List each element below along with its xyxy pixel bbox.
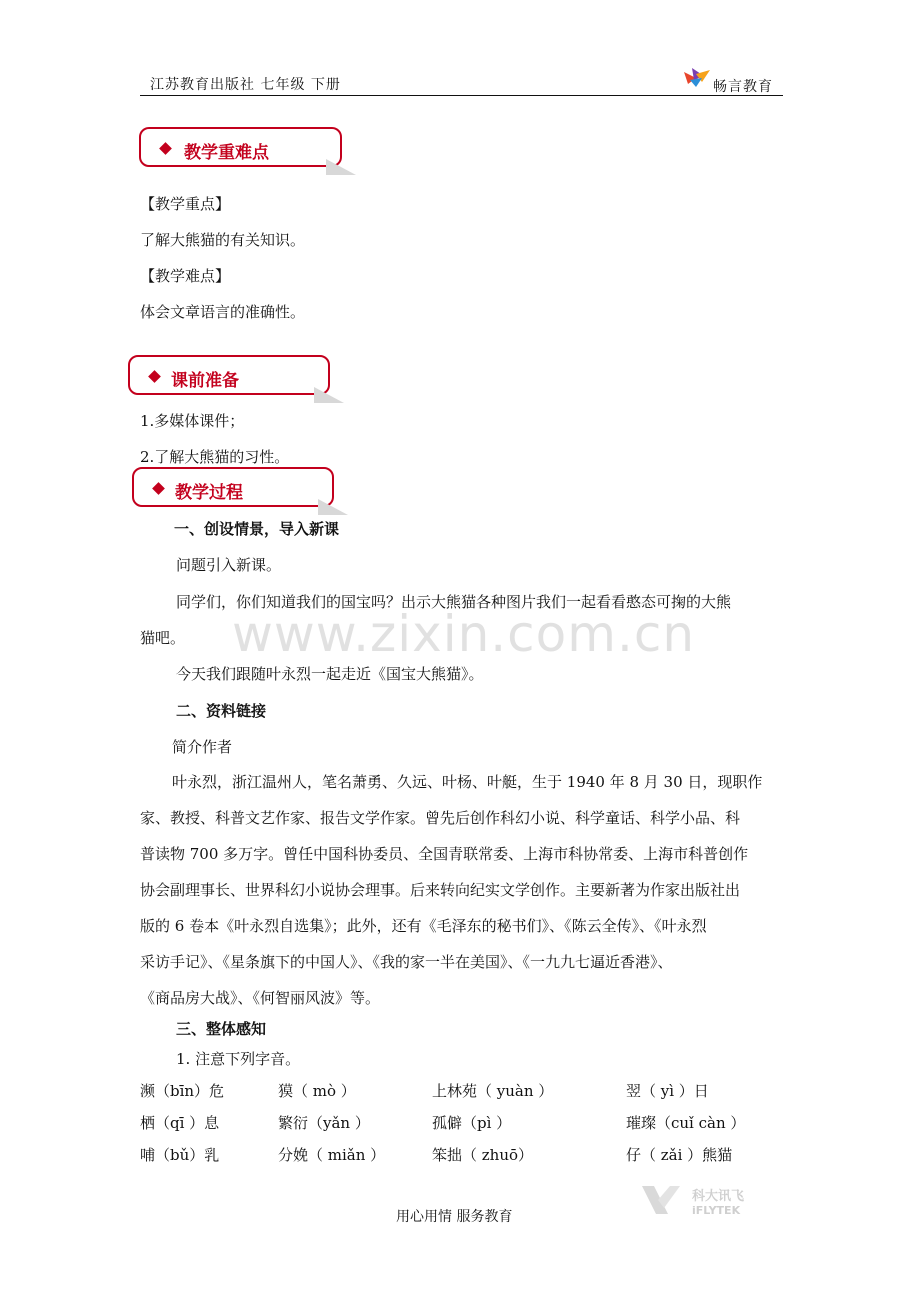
tab-shadow-icon (318, 499, 348, 515)
label-difficulty: 【教学难点】 (140, 267, 231, 285)
footer-slogan: 用心用情 服务教育 (396, 1209, 513, 1225)
text-question: 同学们，你们知道我们的国宝吗？出示大熊猫各种图片我们一起看看憨态可掬的大熊 (176, 593, 732, 611)
text-intro: 问题引入新课。 (176, 556, 282, 574)
iflytek-logo-icon (640, 1180, 790, 1220)
pinyin-cell: 繁衍（yǎn ） (278, 1114, 370, 1132)
text-question-cont: 猫吧。 (140, 629, 186, 647)
pinyin-cell: 仔（ zǎi ）熊猫 (626, 1146, 733, 1164)
diamond-icon (152, 482, 165, 495)
changyan-logo-icon (682, 66, 712, 88)
watermark: www.zixin.com.cn (232, 605, 696, 663)
section-header-preparation (128, 355, 330, 395)
section-header-key-points (139, 127, 342, 167)
text-difficulty: 体会文章语言的准确性。 (140, 303, 306, 321)
text-today: 今天我们跟随叶永烈一起走近《国宝大熊猫》。 (176, 665, 484, 683)
label-key-point: 【教学重点】 (140, 195, 231, 213)
heading-overall: 三、整体感知 (176, 1020, 267, 1038)
text-pronunciation: 1. 注意下列字音。 (176, 1050, 301, 1068)
prep-item-2: 2.了解大熊猫的习性。 (140, 448, 290, 466)
pinyin-cell: 孤僻（pì ） (432, 1114, 512, 1132)
pinyin-cell: 哺（bǔ）乳 (140, 1146, 220, 1164)
header-publisher: 江苏教育出版社 七年级 下册 (150, 77, 341, 93)
text-author-intro: 简介作者 (172, 738, 233, 756)
pinyin-cell: 栖（qī ）息 (140, 1114, 220, 1132)
pinyin-cell: 上林苑（ yuàn ） (432, 1082, 554, 1100)
bio-line: 叶永烈，浙江温州人，笔名萧勇、久远、叶杨、叶艇，生于 1940 年 8 月 30 日，现职作 (172, 773, 763, 791)
pinyin-cell: 璀璨（cuǐ càn ） (626, 1114, 746, 1132)
tab-shadow-icon (314, 387, 344, 403)
header-brand: 畅言教育 (713, 79, 773, 95)
heading-resources: 二、资料链接 (176, 702, 267, 720)
prep-item-1: 1.多媒体课件； (140, 412, 245, 430)
bio-line: 版的 6 卷本《叶永烈自选集》；此外，还有《毛泽东的秘书们》、《陈云全传》、《叶永烈 (140, 917, 707, 935)
section-title: 教学重难点 (184, 143, 269, 163)
header-divider (140, 95, 783, 96)
pinyin-cell: 分娩（ miǎn ） (278, 1146, 386, 1164)
bio-line: 家、教授、科普文艺作家、报告文学作家。曾先后创作科幻小说、科学童话、科学小品、科 (140, 809, 741, 827)
diamond-icon (148, 370, 161, 383)
section-title: 教学过程 (175, 483, 243, 503)
svg-text:iFLYTEK: iFLYTEK (692, 1204, 741, 1217)
section-header-process (132, 467, 334, 507)
section-title: 课前准备 (171, 371, 239, 391)
text-key-point: 了解大熊猫的有关知识。 (140, 231, 306, 249)
bio-line: 协会副理事长、世界科幻小说协会理事。后来转向纪实文学创作。主要新著为作家出版社出 (140, 881, 741, 899)
bio-line: 《商品房大战》、《何智丽风波》等。 (140, 989, 381, 1007)
diamond-icon (159, 142, 172, 155)
pinyin-cell: 笨拙（ zhuō） (432, 1146, 534, 1164)
bio-line: 采访手记》、《星条旗下的中国人》、《我的家一半在美国》、《一九九七逼近香港》、 (140, 953, 673, 971)
tab-shadow-icon (326, 159, 356, 175)
pinyin-cell: 濒（bīn）危 (140, 1082, 225, 1100)
heading-intro: 一、创设情景，导入新课 (174, 520, 340, 538)
pinyin-cell: 翌（ yì ）日 (626, 1082, 709, 1100)
pinyin-cell: 獏（ mò ） (278, 1082, 356, 1100)
bio-line: 普读物 700 多万字。曾任中国科协委员、全国青联常委、上海市科协常委、上海市科普创作 (140, 845, 749, 863)
svg-text:科大讯飞: 科大讯飞 (692, 1189, 745, 1204)
